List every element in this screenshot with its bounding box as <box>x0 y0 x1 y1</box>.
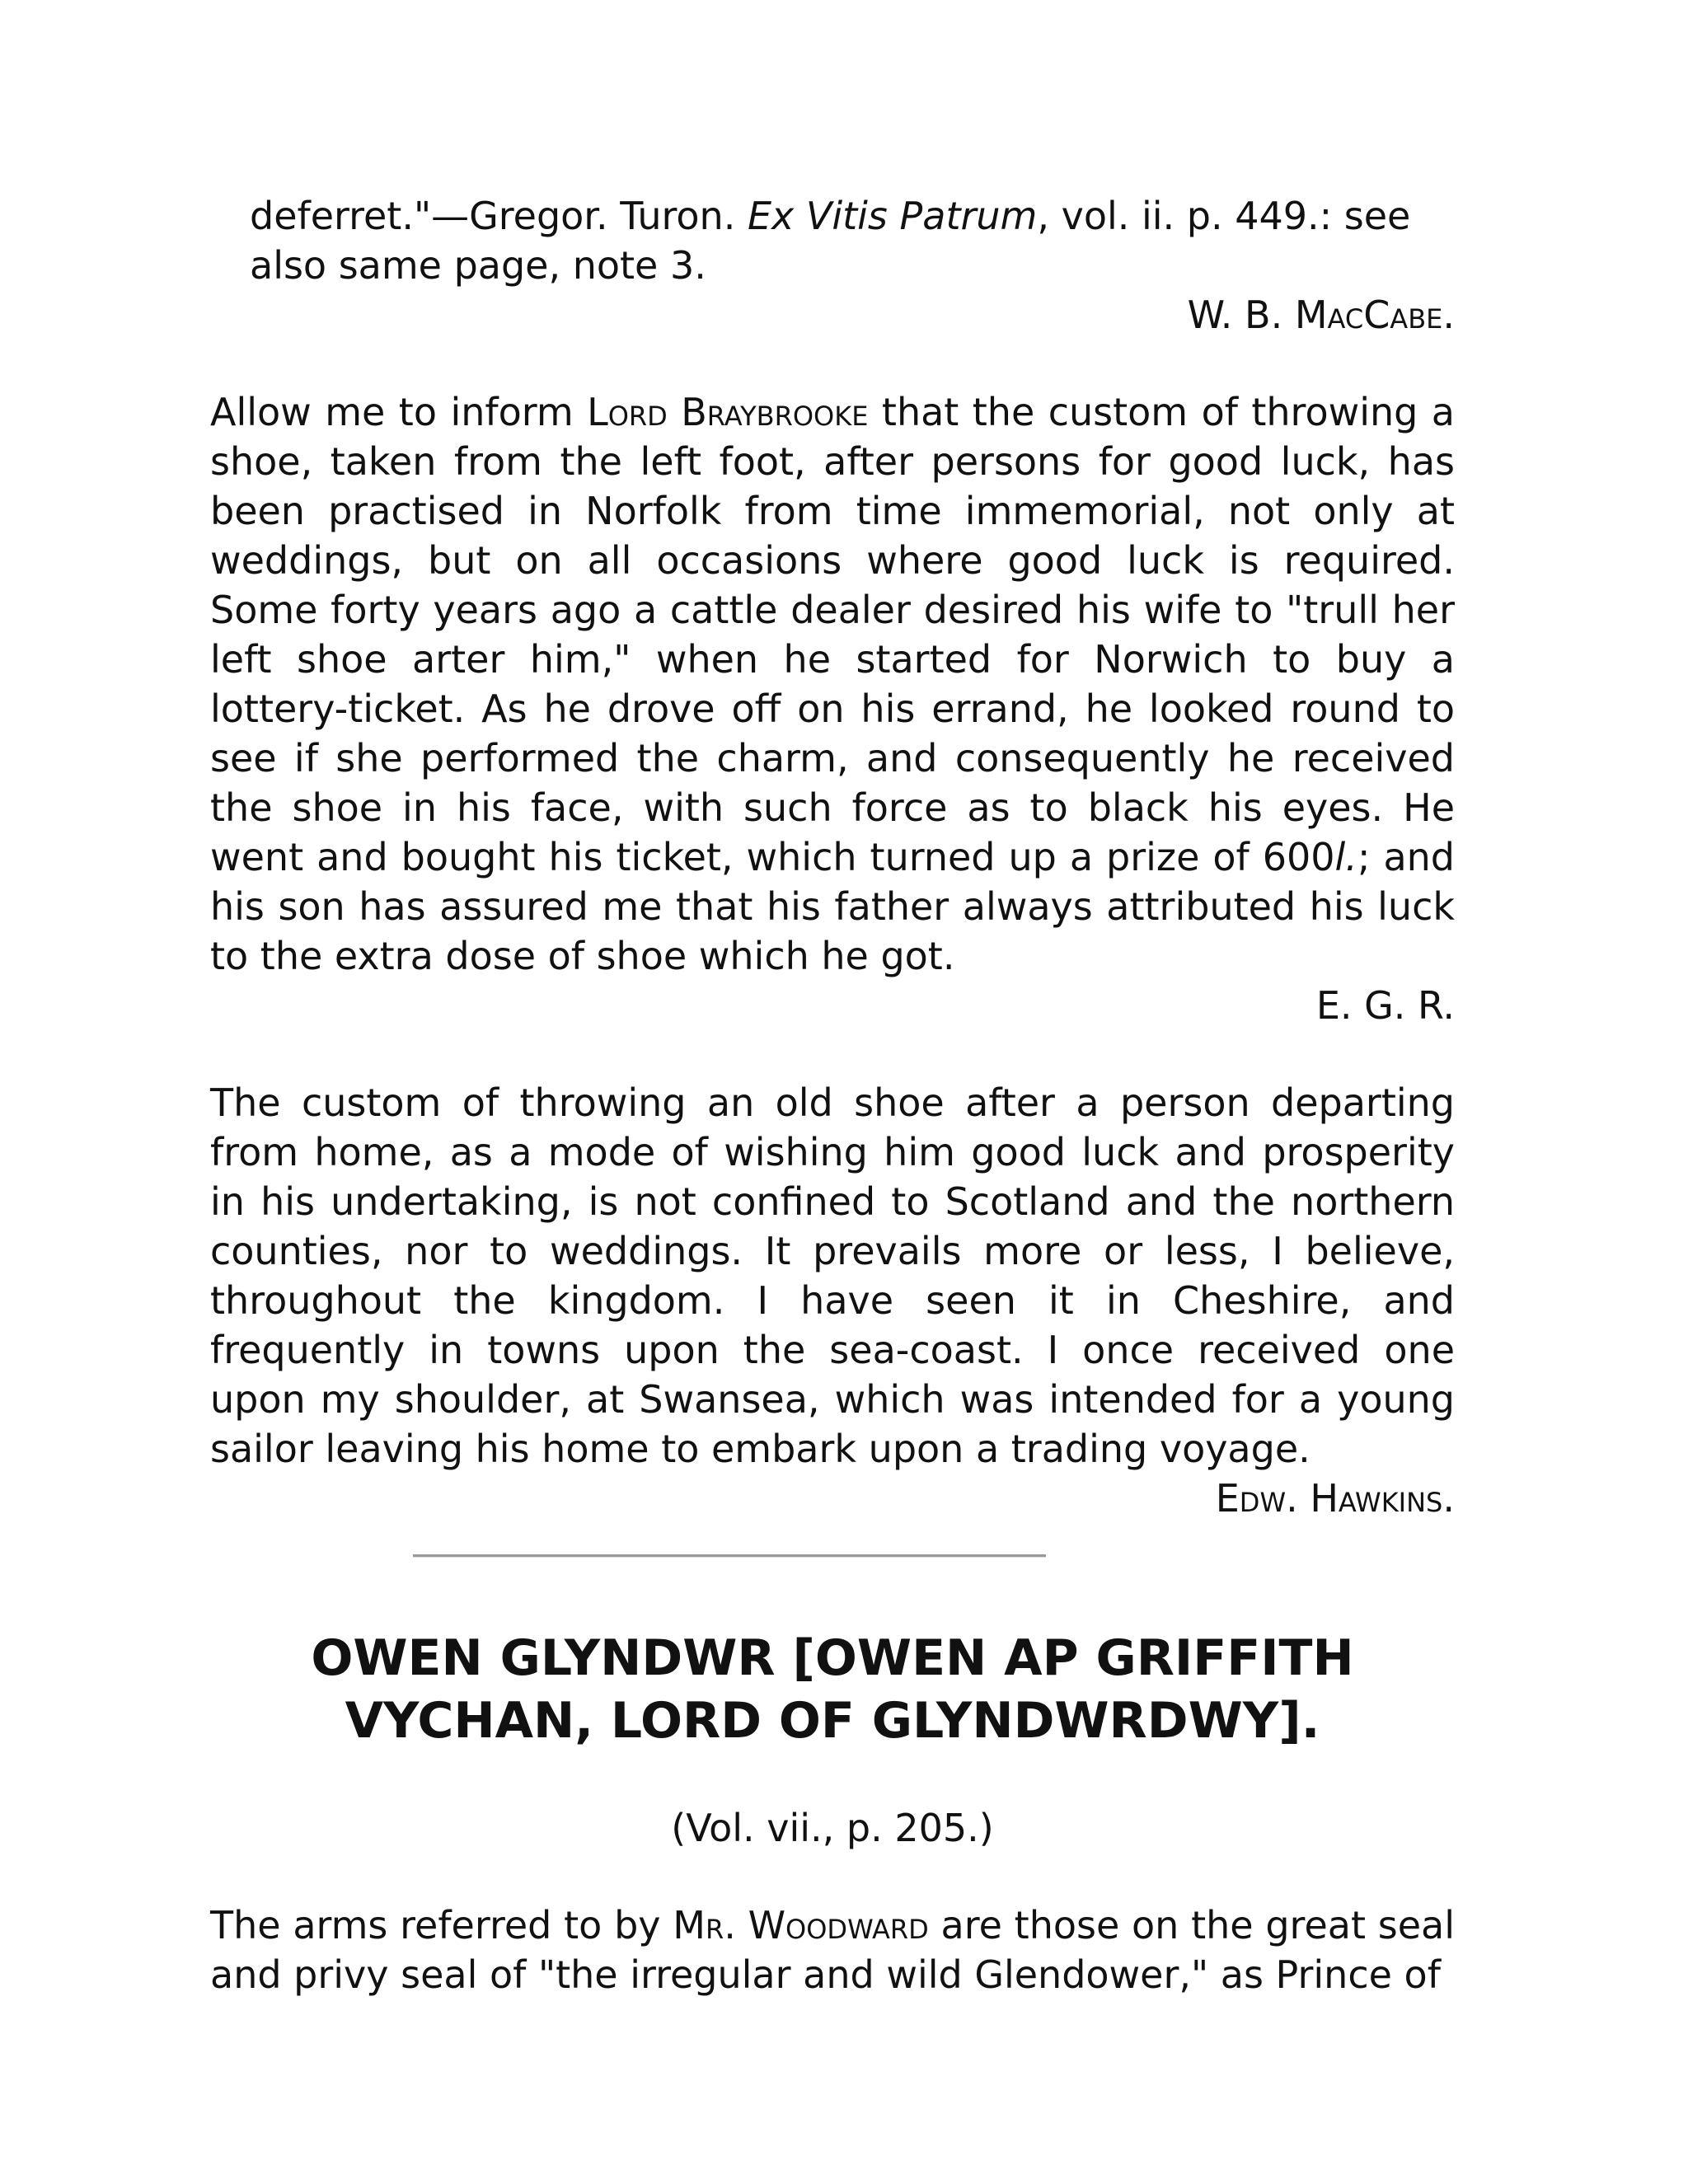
section-divider <box>413 1554 1046 1558</box>
section-body-paragraph <box>210 1900 1455 1999</box>
spacer <box>210 340 1455 387</box>
page-content <box>210 191 1455 1999</box>
section-body-name: Mr. Woodward <box>673 1903 929 1947</box>
quote-tail-paragraph <box>210 191 1455 290</box>
section-title-line-2: VYCHAN, LORD OF GLYNDWRDWY]. <box>345 1692 1320 1750</box>
signature-hawkins: Edw. Hawkins. <box>1215 1476 1455 1521</box>
signature-egr: E. G. R. <box>1315 983 1455 1028</box>
letter-egr-name: Lord Braybrooke <box>587 390 869 434</box>
quote-tail-text: deferret."—Gregor. Turon. <box>250 194 748 238</box>
section-title-line-1: OWEN GLYNDWR [OWEN AP GRIFFITH <box>311 1629 1354 1687</box>
section-body-text-end: are those on the great seal and privy seal of "the irregular and wild Glendower," as Prince of <box>210 1903 1455 1997</box>
quote-tail-title-italic: Ex Vitis Patrum <box>747 194 1038 238</box>
letter-hawkins-paragraph: The custom of throwing an old shoe after a person departing from home, as a mode of wishing him good luck and prosperity in his undertaking, is not confined to Scotland and the northern counties, nor to weddings. It prevails more or less, I believe, throughout the kingdom. I have seen it in Cheshire, and frequently in towns upon the sea-coast. I once received one upon my shoulder, at Swansea, which was intended for a young sailor leaving his home to embark upon a trading voyage. <box>210 1080 1455 1471</box>
quote-tail-citation: , vol. ii. p. 449.: see also same page, note 3. <box>250 194 1411 288</box>
letter-egr-text: Allow me to inform <box>210 390 588 434</box>
spacer <box>210 1030 1455 1078</box>
letter-egr-text-body: that the custom of throwing a shoe, taken from the left foot, after persons for good luck, has been practised in Norfolk from time immemorial, not only at weddings, but on all occasions where good luck is required. Some forty years ago a cattle dealer desired his wife to "trull her left shoe arter him," when he started for Norwich to buy a lottery-ticket. As he drove off on his errand, he looked round to see if she performed the charm, and consequently he received the shoe in his face, with such force as to black his eyes. He went and bought his ticket, which turned up a prize of 600 <box>210 390 1455 879</box>
letter-egr-paragraph <box>210 387 1455 981</box>
signature-maccabe: W. B. MacCabe. <box>1187 293 1455 337</box>
letter-egr-pound-italic: l. <box>1334 835 1357 879</box>
section-body-text: The arms referred to by <box>210 1903 673 1947</box>
section-reference: (Vol. vii., p. 205.) <box>671 1806 994 1850</box>
letter-egr-text-end: ; and his son has assured me that his father always attributed his luck to the extra dose of shoe which he got. <box>210 835 1455 978</box>
section-title <box>210 1627 1455 1752</box>
